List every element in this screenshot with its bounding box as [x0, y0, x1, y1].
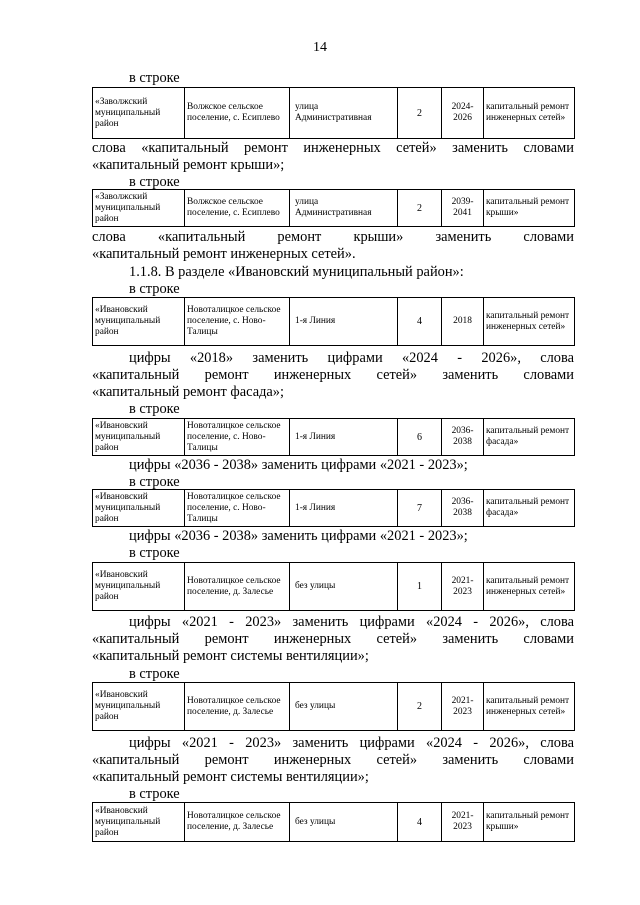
cell-street: без улицы [290, 803, 398, 842]
cell-settlement: Волжское сельское поселение, с. Есиплево [185, 88, 290, 139]
text-line: в строке [129, 786, 180, 802]
cell-district: «Ивановский муниципальный район [93, 803, 185, 842]
cell-house: 4 [398, 803, 442, 842]
text-line: «капитальный ремонт системы вентиляции»; [92, 648, 369, 664]
text-line: «капитальный ремонт инженерных сетей». [92, 246, 356, 262]
text-line: в строке [129, 281, 180, 297]
cell-settlement: Новоталицкое сельское поселение, д. Залесье [185, 803, 290, 842]
cell-work: капитальный ремонт инженерных сетей» [484, 298, 575, 346]
cell-settlement: Новоталицкое сельское поселение, д. Залесье [185, 563, 290, 611]
text-line: цифры «2036 - 2038» заменить цифрами «2021 - 2023»; [129, 457, 468, 473]
cell-house: 6 [398, 419, 442, 456]
cell-district: «Ивановский муниципальный район [93, 419, 185, 456]
text-line: слова «капитальный ремонт крыши» заменить словами [92, 229, 574, 245]
cell-work: капитальный ремонт крыши» [484, 190, 575, 227]
cell-street: без улицы [290, 563, 398, 611]
text-line: цифры «2021 - 2023» заменить цифрами «2024 - 2026», слова [129, 614, 574, 630]
cell-street: 1-я Линия [290, 298, 398, 346]
text-line: 1.1.8. В разделе «Ивановский муниципальный район»: [129, 264, 464, 280]
text-line: в строке [129, 474, 180, 490]
text-line: слова «капитальный ремонт инженерных сетей» заменить словами [92, 140, 574, 156]
cell-work: капитальный ремонт крыши» [484, 803, 575, 842]
text-line: цифры «2018» заменить цифрами «2024 - 2026», слова [129, 350, 574, 366]
table-row [92, 189, 575, 227]
cell-district: «Ивановский муниципальный район [93, 683, 185, 731]
text-line: в строке [129, 401, 180, 417]
cell-settlement: Новоталицкое сельское поселение, с. Ново-Талицы [185, 298, 290, 346]
cell-work: капитальный ремонт фасада» [484, 419, 575, 456]
table-row [92, 418, 575, 456]
cell-work: капитальный ремонт инженерных сетей» [484, 563, 575, 611]
cell-work: капитальный ремонт инженерных сетей» [484, 683, 575, 731]
cell-period: 2024-2026 [442, 88, 484, 139]
text-line: в строке [129, 666, 180, 682]
table-row [92, 297, 575, 346]
text-line: цифры «2021 - 2023» заменить цифрами «2024 - 2026», слова [129, 735, 574, 751]
cell-district: «Заволжский муниципальный район [93, 190, 185, 227]
table-row [92, 802, 575, 842]
table-row [92, 562, 575, 611]
cell-district: «Ивановский муниципальный район [93, 490, 185, 527]
cell-period: 2021-2023 [442, 803, 484, 842]
cell-period: 2021-2023 [442, 563, 484, 611]
cell-work: капитальный ремонт инженерных сетей» [484, 88, 575, 139]
text-line: «капитальный ремонт инженерных сетей» заменить словами [92, 631, 574, 647]
cell-street: улица Административная [290, 190, 398, 227]
cell-settlement: Новоталицкое сельское поселение, с. Ново-Талицы [185, 490, 290, 527]
text-line: «капитальный ремонт инженерных сетей» заменить словами [92, 367, 574, 383]
text-line: «капитальный ремонт крыши»; [92, 157, 285, 173]
text-line: в строке [129, 545, 180, 561]
cell-period: 2039-2041 [442, 190, 484, 227]
cell-settlement: Новоталицкое сельское поселение, д. Залесье [185, 683, 290, 731]
page-number: 14 [313, 40, 327, 55]
cell-period: 2036-2038 [442, 419, 484, 456]
cell-house: 4 [398, 298, 442, 346]
text-line: «капитальный ремонт инженерных сетей» заменить словами [92, 752, 574, 768]
table-row [92, 682, 575, 731]
cell-work: капитальный ремонт фасада» [484, 490, 575, 527]
cell-street: 1-я Линия [290, 419, 398, 456]
cell-period: 2036-2038 [442, 490, 484, 527]
cell-street: без улицы [290, 683, 398, 731]
cell-settlement: Новоталицкое сельское поселение, с. Ново-Талицы [185, 419, 290, 456]
text-line: в строке [129, 174, 180, 190]
cell-period: 2021-2023 [442, 683, 484, 731]
cell-district: «Заволжский муниципальный район [93, 88, 185, 139]
cell-house: 1 [398, 563, 442, 611]
cell-period: 2018 [442, 298, 484, 346]
cell-district: «Ивановский муниципальный район [93, 298, 185, 346]
cell-house: 2 [398, 190, 442, 227]
cell-street: 1-я Линия [290, 490, 398, 527]
text-line: цифры «2036 - 2038» заменить цифрами «2021 - 2023»; [129, 528, 468, 544]
table-row [92, 489, 575, 527]
text-line: в строке [129, 70, 180, 86]
cell-house: 7 [398, 490, 442, 527]
cell-district: «Ивановский муниципальный район [93, 563, 185, 611]
cell-house: 2 [398, 683, 442, 731]
text-line: «капитальный ремонт системы вентиляции»; [92, 769, 369, 785]
text-line: «капитальный ремонт фасада»; [92, 384, 284, 400]
cell-settlement: Волжское сельское поселение, с. Есиплево [185, 190, 290, 227]
table-row [92, 87, 575, 139]
cell-street: улица Административная [290, 88, 398, 139]
cell-house: 2 [398, 88, 442, 139]
